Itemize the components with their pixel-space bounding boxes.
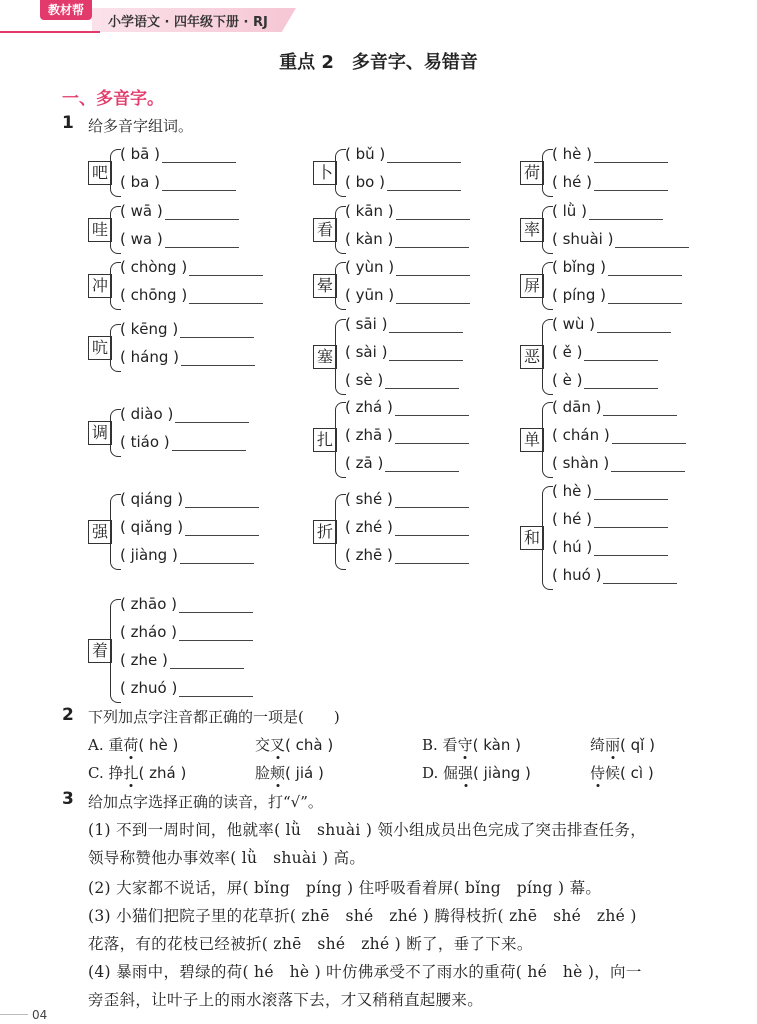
polyphone-char: 率: [520, 218, 544, 242]
pinyin-label: ( bā ): [120, 145, 160, 163]
pinyin-label: ( shuài ): [552, 230, 614, 248]
pinyin-row: [120, 145, 236, 167]
section-heading: 一、多音字。: [62, 89, 164, 109]
pinyin-label: ( yùn ): [345, 258, 395, 276]
pinyin-row: [345, 490, 469, 512]
pinyin-row: [120, 623, 253, 645]
answer-blank[interactable]: [395, 427, 469, 444]
pinyin-row: [345, 230, 469, 252]
footer-rule: [0, 1014, 28, 1015]
answer-blank[interactable]: [396, 287, 470, 304]
exercise-line: (4) 暴雨中，碧绿的荷( hé hè ) 叶仿佛承受不了雨水的重荷( hé hè )，向一: [88, 963, 642, 981]
option-text: C. 挣: [88, 764, 124, 782]
dotted-char: 扎: [123, 764, 139, 782]
pinyin-row: [120, 286, 263, 308]
option-pinyin: ( kàn ): [472, 736, 521, 754]
pinyin-row: [345, 426, 469, 448]
pinyin-row: [345, 173, 461, 195]
pinyin-row: [552, 454, 685, 476]
answer-blank[interactable]: [395, 231, 469, 248]
polyphone-group: [520, 398, 720, 482]
answer-blank[interactable]: [594, 539, 668, 556]
exercise-line: 花落，有的花枝已经被折( zhē shé zhé ) 断了，垂了下来。: [88, 935, 533, 953]
answer-blank[interactable]: [172, 434, 246, 451]
pinyin-row: [120, 546, 254, 568]
pinyin-label: ( bǔ ): [345, 145, 386, 163]
pinyin-label: ( chán ): [552, 426, 610, 444]
pinyin-row: [345, 398, 469, 420]
option-text: B. 看: [422, 736, 458, 754]
dotted-char: 丽: [605, 736, 621, 754]
pinyin-row: [345, 518, 469, 540]
question-text: 下列加点字注音都正确的一项是( ): [88, 708, 340, 726]
option-pinyin: 候( cì ): [605, 764, 654, 782]
pinyin-label: ( hè ): [552, 482, 592, 500]
pinyin-label: ( chòng ): [120, 258, 188, 276]
polyphone-group: [88, 405, 288, 461]
pinyin-label: ( qiáng ): [120, 490, 184, 508]
pinyin-label: ( zhuó ): [120, 679, 178, 697]
answer-blank[interactable]: [189, 287, 263, 304]
polyphone-char: 荷: [520, 161, 544, 185]
header-divider: [0, 31, 100, 33]
answer-blank[interactable]: [179, 680, 253, 697]
answer-blank[interactable]: [185, 519, 259, 536]
exercise-line: 旁歪斜，让叶子上的雨水滚落下去，才又稍稍直起腰来。: [88, 991, 484, 1009]
pinyin-label: ( dān ): [552, 398, 602, 416]
pinyin-label: ( zhē ): [345, 546, 393, 564]
polyphone-char: 哇: [88, 218, 112, 242]
polyphone-group: [520, 145, 720, 201]
pinyin-label: ( bo ): [345, 173, 385, 191]
answer-option[interactable]: [88, 762, 186, 783]
answer-blank[interactable]: [189, 259, 263, 276]
answer-blank[interactable]: [584, 344, 658, 361]
polyphone-char: 着: [88, 639, 112, 663]
pinyin-label: ( zhá ): [345, 398, 393, 416]
polyphone-char: 扎: [313, 428, 337, 452]
dotted-char: 守: [457, 736, 473, 754]
pinyin-label: ( sài ): [345, 343, 388, 361]
pinyin-label: ( tiáo ): [120, 433, 170, 451]
pinyin-label: ( sè ): [345, 371, 384, 389]
polyphone-char: 调: [88, 421, 112, 445]
pinyin-label: ( wa ): [120, 230, 163, 248]
exercise-line: (1) 不到一周时间，他就率( lǜ shuài ) 领小组成员出色完成了突击排查任务，: [88, 821, 647, 839]
pinyin-row: [552, 538, 668, 560]
pinyin-label: ( háng ): [120, 348, 179, 366]
pinyin-label: ( kàn ): [345, 230, 394, 248]
polyphone-group: [313, 490, 513, 574]
pinyin-label: ( zhé ): [345, 518, 393, 536]
polyphone-char: 塞: [313, 345, 337, 369]
option-text: D. 倔: [422, 764, 459, 782]
polyphone-group: [520, 482, 720, 594]
polyphone-group: [88, 490, 288, 574]
pinyin-row: [552, 202, 663, 224]
polyphone-group: [520, 202, 720, 258]
polyphone-char: 和: [520, 526, 544, 550]
page-title: 重点 2 多音字、易错音: [279, 52, 478, 73]
pinyin-row: [345, 371, 459, 393]
option-text: 脸: [255, 764, 271, 782]
pinyin-label: ( sāi ): [345, 315, 388, 333]
dotted-char: 侍: [590, 764, 606, 782]
option-text: A. 重: [88, 736, 124, 754]
pinyin-row: [552, 230, 689, 252]
answer-blank[interactable]: [603, 567, 677, 584]
pinyin-label: ( píng ): [552, 286, 606, 304]
pinyin-row: [120, 433, 246, 455]
polyphone-char: 吧: [88, 161, 112, 185]
pinyin-row: [345, 343, 463, 365]
pinyin-label: ( huó ): [552, 566, 602, 584]
answer-blank[interactable]: [612, 427, 686, 444]
pinyin-row: [120, 490, 259, 512]
answer-blank[interactable]: [395, 547, 469, 564]
brand-tag: 教材帮: [40, 0, 92, 20]
answer-blank[interactable]: [185, 491, 259, 508]
question-number: 3: [62, 789, 74, 809]
answer-blank[interactable]: [180, 547, 254, 564]
answer-blank[interactable]: [385, 372, 459, 389]
answer-blank[interactable]: [395, 519, 469, 536]
answer-blank[interactable]: [396, 203, 470, 220]
polyphone-group: [313, 258, 513, 314]
subject-label: 小学语文 · 四年级下册 · RJ: [108, 15, 268, 30]
pinyin-label: ( zhā ): [345, 426, 393, 444]
polyphone-group: [88, 145, 288, 201]
option-text: 绮: [590, 736, 606, 754]
polyphone-char: 恶: [520, 345, 544, 369]
polyphone-char: 强: [88, 520, 112, 544]
option-pinyin: ( chà ): [285, 736, 334, 754]
answer-blank[interactable]: [603, 399, 677, 416]
pinyin-label: ( bǐng ): [552, 258, 606, 276]
pinyin-row: [552, 173, 668, 195]
exercise-line: (2) 大家都不说话，屏( bǐng píng ) 住呼吸看着屏( bǐng píng ) 幕。: [88, 879, 602, 897]
polyphone-group: [88, 595, 288, 707]
answer-blank[interactable]: [180, 321, 254, 338]
polyphone-group: [520, 315, 720, 399]
question-number: 2: [62, 705, 74, 725]
answer-blank[interactable]: [387, 146, 461, 163]
answer-blank[interactable]: [597, 316, 671, 333]
pinyin-label: ( hú ): [552, 538, 593, 556]
polyphone-char: 吭: [88, 336, 112, 360]
pinyin-label: ( ba ): [120, 173, 160, 191]
answer-option[interactable]: [255, 762, 324, 783]
option-pinyin: ( zhá ): [138, 764, 187, 782]
dotted-char: 强: [458, 764, 474, 782]
answer-blank[interactable]: [389, 344, 463, 361]
polyphone-group: [88, 202, 288, 258]
answer-blank[interactable]: [175, 406, 249, 423]
pinyin-row: [552, 398, 677, 420]
pinyin-row: [345, 546, 469, 568]
question-text: 给多音字组词。: [88, 117, 194, 135]
pinyin-row: [120, 230, 239, 252]
answer-blank[interactable]: [165, 231, 239, 248]
pinyin-row: [345, 258, 470, 280]
pinyin-label: ( wù ): [552, 315, 596, 333]
pinyin-row: [552, 426, 686, 448]
pinyin-row: [120, 173, 236, 195]
pinyin-row: [552, 566, 677, 588]
pinyin-row: [552, 286, 682, 308]
pinyin-label: ( zā ): [345, 454, 384, 472]
answer-blank[interactable]: [594, 174, 668, 191]
pinyin-row: [120, 595, 253, 617]
answer-option[interactable]: [590, 762, 654, 783]
polyphone-char: 屏: [520, 274, 544, 298]
polyphone-group: [520, 258, 720, 314]
answer-blank[interactable]: [179, 624, 253, 641]
pinyin-label: ( wā ): [120, 202, 163, 220]
pinyin-label: ( yūn ): [345, 286, 395, 304]
pinyin-row: [120, 202, 239, 224]
answer-option[interactable]: [590, 734, 655, 755]
polyphone-group: [88, 258, 288, 314]
pinyin-row: [552, 145, 668, 167]
pinyin-label: ( qiǎng ): [120, 518, 184, 536]
dotted-char: 叉: [270, 736, 286, 754]
answer-blank[interactable]: [162, 146, 236, 163]
pinyin-label: ( è ): [552, 371, 583, 389]
polyphone-char: 卜: [313, 161, 337, 185]
dotted-char: 颊: [270, 764, 286, 782]
dotted-char: 荷: [123, 736, 139, 754]
answer-blank[interactable]: [387, 174, 461, 191]
page-number: 04: [32, 1008, 48, 1022]
answer-blank[interactable]: [611, 455, 685, 472]
option-text: 交: [255, 736, 271, 754]
answer-blank[interactable]: [395, 491, 469, 508]
pinyin-label: ( lǜ ): [552, 202, 587, 220]
polyphone-group: [88, 320, 288, 376]
pinyin-label: ( shàn ): [552, 454, 610, 472]
answer-blank[interactable]: [615, 231, 689, 248]
pinyin-row: [552, 482, 668, 504]
pinyin-label: ( chōng ): [120, 286, 188, 304]
pinyin-label: ( shé ): [345, 490, 393, 508]
exercise-line: (3) 小猫们把院子里的花草折( zhē shé zhé ) 腾得枝折( zhē shé zhé ): [88, 907, 637, 925]
option-pinyin: ( qǐ ): [620, 736, 655, 754]
polyphone-group: [313, 315, 513, 399]
pinyin-label: ( zhe ): [120, 651, 168, 669]
option-pinyin: ( hè ): [138, 736, 179, 754]
answer-blank[interactable]: [608, 259, 682, 276]
pinyin-row: [345, 202, 470, 224]
question-text: 给加点字选择正确的读音，打“√”。: [88, 793, 323, 811]
pinyin-label: ( kān ): [345, 202, 394, 220]
answer-blank[interactable]: [162, 174, 236, 191]
polyphone-group: [313, 398, 513, 482]
pinyin-label: ( jiàng ): [120, 546, 178, 564]
polyphone-group: [313, 145, 513, 201]
question-number: 1: [62, 113, 74, 133]
pinyin-label: ( zháo ): [120, 623, 177, 641]
polyphone-char: 折: [313, 520, 337, 544]
answer-blank[interactable]: [389, 316, 463, 333]
pinyin-row: [552, 510, 668, 532]
pinyin-label: ( zhāo ): [120, 595, 177, 613]
pinyin-label: ( ě ): [552, 343, 583, 361]
pinyin-row: [120, 679, 253, 701]
answer-blank[interactable]: [395, 399, 469, 416]
answer-blank[interactable]: [608, 287, 682, 304]
pinyin-row: [345, 454, 459, 476]
pinyin-row: [120, 258, 263, 280]
answer-blank[interactable]: [584, 372, 658, 389]
answer-blank[interactable]: [165, 203, 239, 220]
answer-blank[interactable]: [170, 652, 244, 669]
answer-blank[interactable]: [594, 483, 668, 500]
pinyin-row: [345, 315, 463, 337]
polyphone-char: 冲: [88, 274, 112, 298]
answer-blank[interactable]: [594, 146, 668, 163]
exercise-line: 领导称赞他办事效率( lǜ shuài ) 高。: [88, 849, 366, 867]
pinyin-row: [345, 286, 470, 308]
pinyin-row: [120, 348, 255, 370]
polyphone-group: [313, 202, 513, 258]
answer-option[interactable]: [422, 762, 531, 783]
pinyin-row: [552, 258, 682, 280]
polyphone-char: 单: [520, 428, 544, 452]
pinyin-label: ( hé ): [552, 173, 592, 191]
polyphone-char: 看: [313, 218, 337, 242]
answer-option[interactable]: [255, 734, 333, 755]
pinyin-row: [552, 315, 671, 337]
pinyin-label: ( hé ): [552, 510, 592, 528]
pinyin-row: [120, 320, 254, 342]
pinyin-row: [120, 518, 259, 540]
pinyin-row: [345, 145, 461, 167]
pinyin-row: [120, 405, 249, 427]
pinyin-row: [552, 343, 658, 365]
option-pinyin: ( jiá ): [285, 764, 324, 782]
answer-blank[interactable]: [385, 455, 459, 472]
answer-blank[interactable]: [594, 511, 668, 528]
answer-blank[interactable]: [589, 203, 663, 220]
answer-blank[interactable]: [396, 259, 470, 276]
pinyin-row: [120, 651, 244, 673]
pinyin-row: [552, 371, 658, 393]
answer-option[interactable]: [422, 734, 521, 755]
polyphone-char: 晕: [313, 274, 337, 298]
pinyin-label: ( diào ): [120, 405, 174, 423]
pinyin-label: ( hè ): [552, 145, 592, 163]
answer-blank[interactable]: [181, 349, 255, 366]
answer-blank[interactable]: [179, 596, 253, 613]
pinyin-label: ( kēng ): [120, 320, 179, 338]
option-pinyin: ( jiàng ): [473, 764, 531, 782]
answer-option[interactable]: [88, 734, 178, 755]
